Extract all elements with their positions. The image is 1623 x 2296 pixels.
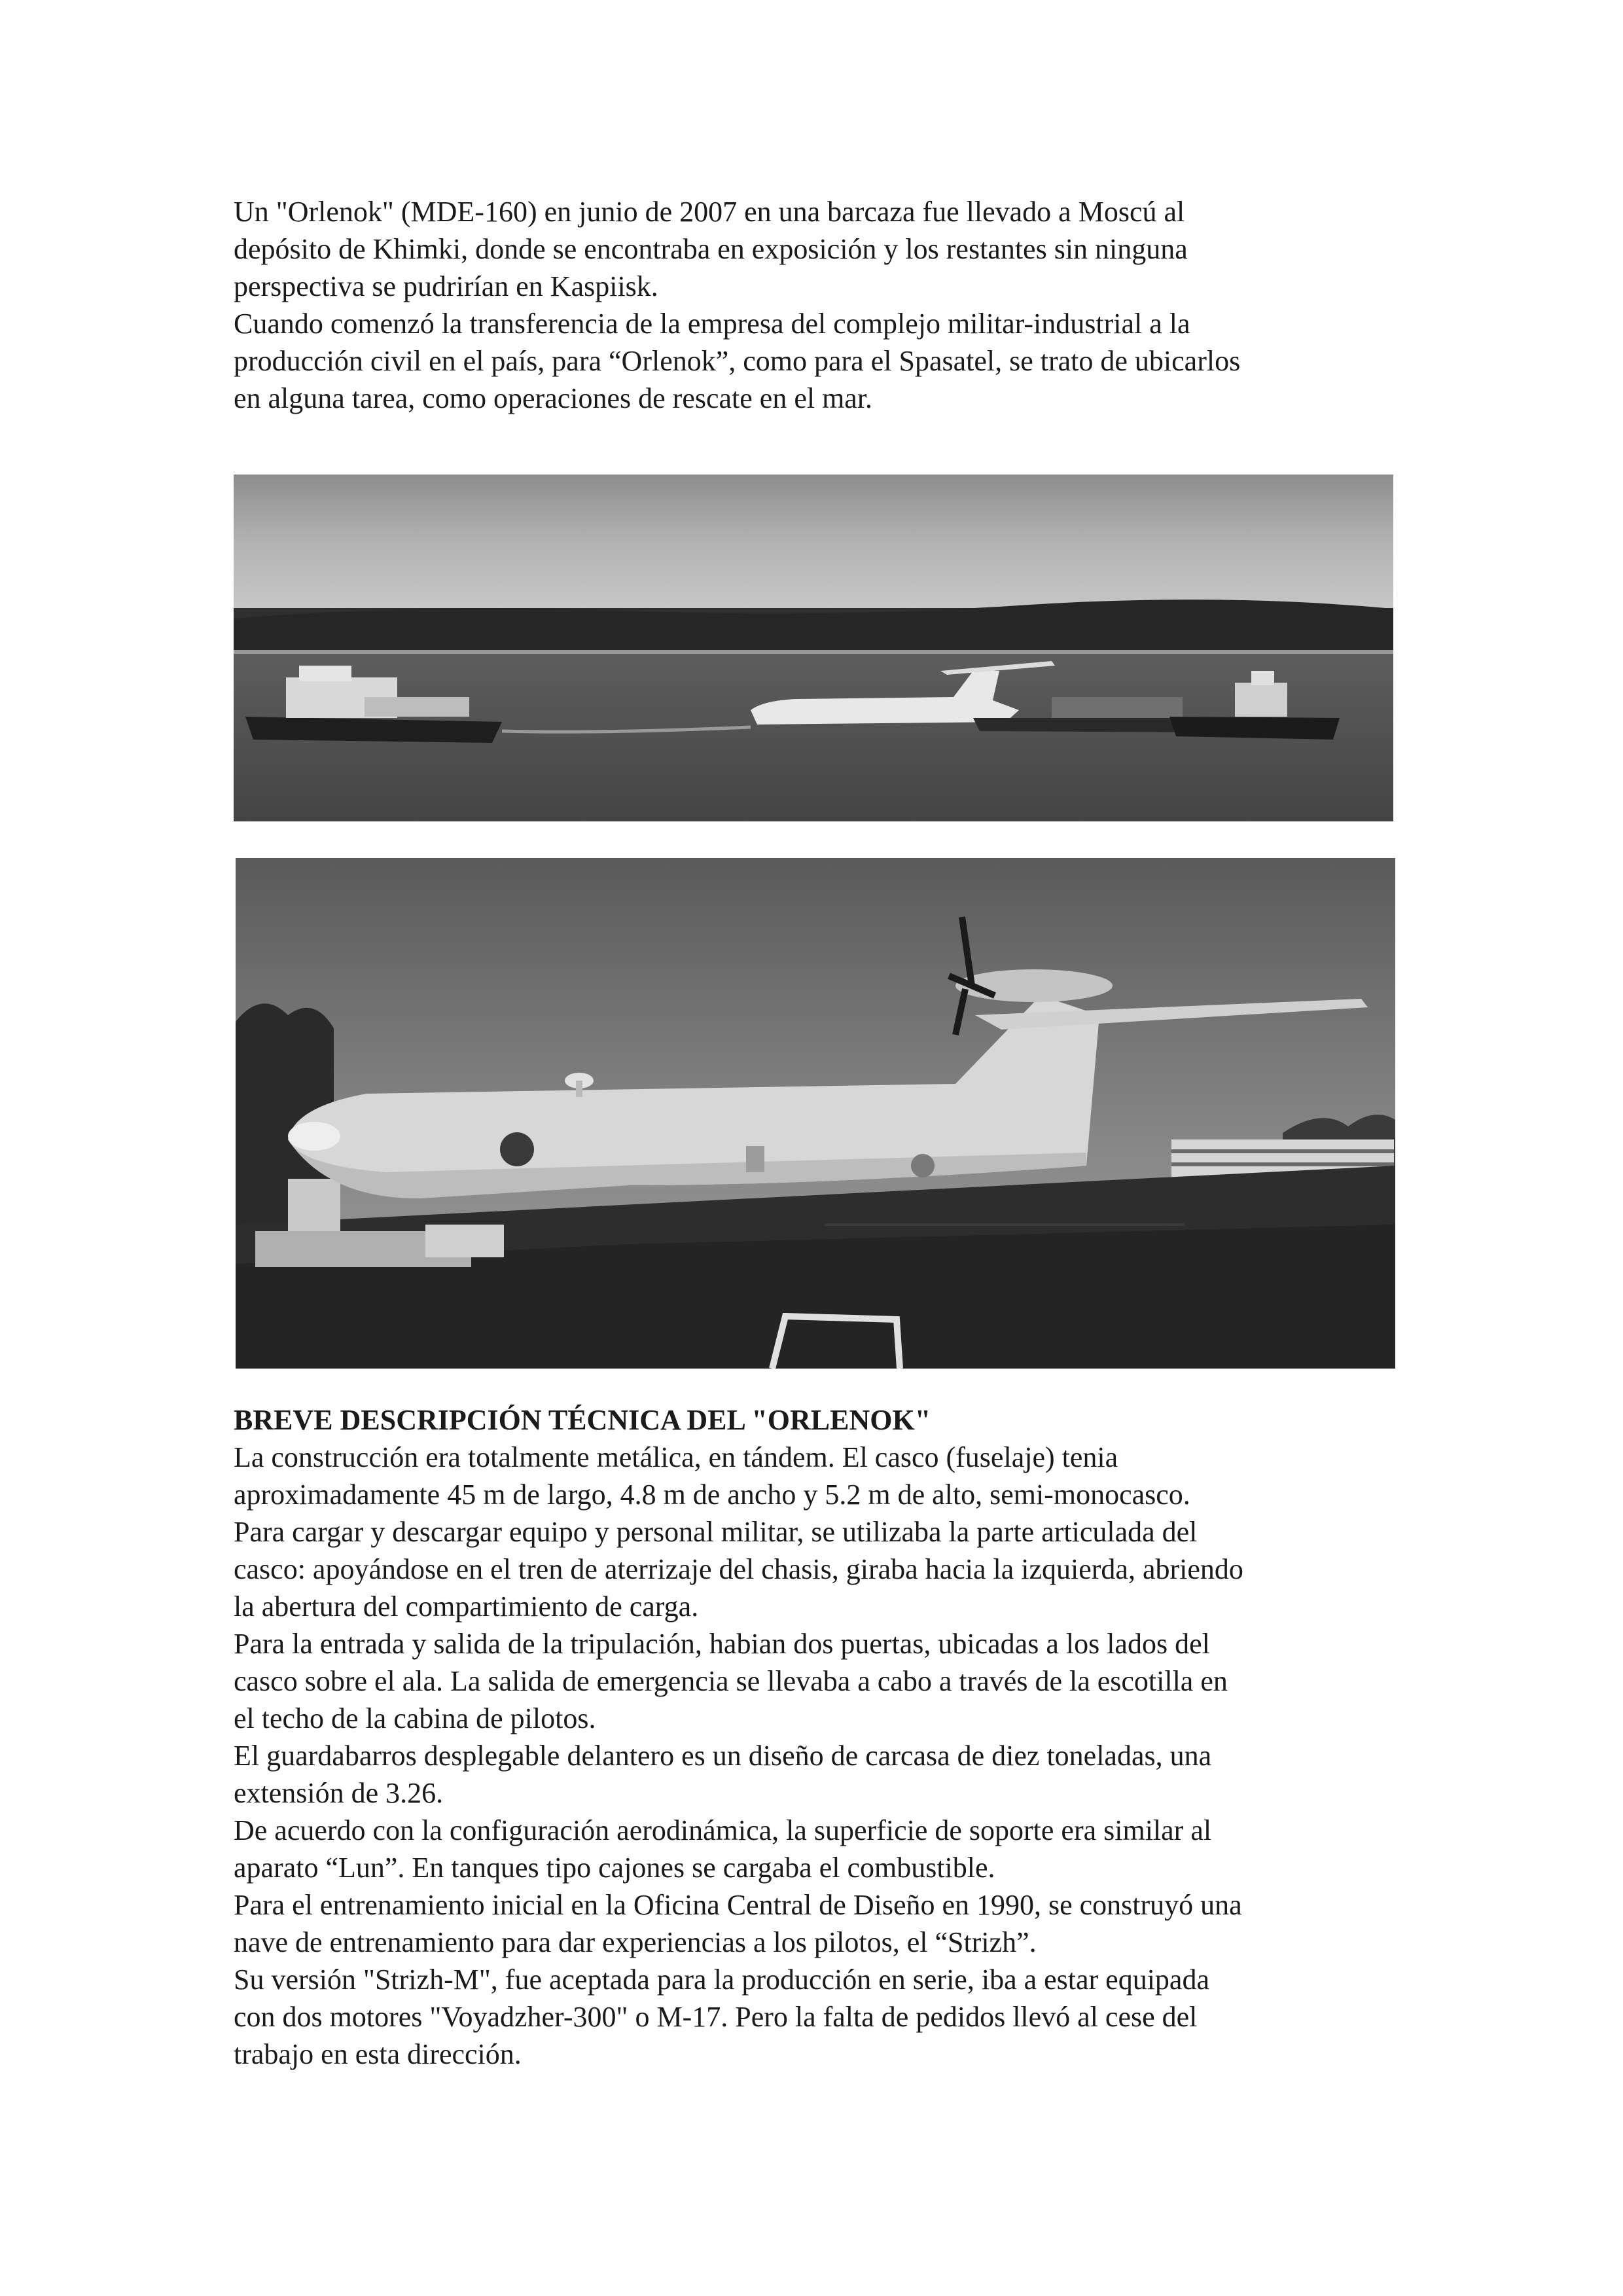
text-line: casco: apoyándose en el tren de aterrizaje del chasis, giraba hacia la izquierda, abriendo: [234, 1553, 1243, 1585]
document-page: [234, 193, 1399, 2073]
text-line: De acuerdo con la configuración aerodinámica, la superficie de soporte era similar al: [234, 1814, 1212, 1846]
text-line: la abertura del compartimiento de carga.: [234, 1590, 699, 1623]
text-line: aproximadamente 45 m de largo, 4.8 m de ancho y 5.2 m de alto, semi-monocasco.: [234, 1479, 1190, 1511]
text-line: nave de entrenamiento para dar experiencias a los pilotos, el “Strizh”.: [234, 1926, 1037, 1958]
text-line: depósito de Khimki, donde se encontraba en exposición y los restantes sin ninguna: [234, 233, 1188, 265]
exhibit-photo: [236, 858, 1395, 1369]
intro-paragraph: [234, 193, 1399, 417]
text-line: Un "Orlenok" (MDE-160) en junio de 2007 en una barcaza fue llevado a Moscú al: [234, 196, 1185, 228]
barge-photo: [234, 475, 1393, 821]
text-line: aparato “Lun”. En tanques tipo cajones se cargaba el combustible.: [234, 1852, 995, 1884]
text-line: trabajo en esta dirección.: [234, 2038, 522, 2070]
text-line: Para la entrada y salida de la tripulación, habian dos puertas, ubicadas a los lados del: [234, 1628, 1210, 1660]
text-line: perspectiva se pudrirían en Kaspiisk.: [234, 270, 658, 302]
text-line: Para cargar y descargar equipo y personal militar, se utilizaba la parte articulada del: [234, 1516, 1198, 1548]
text-line: Cuando comenzó la transferencia de la empresa del complejo militar-industrial a la: [234, 308, 1190, 340]
text-line: con dos motores "Voyadzher-300" o M-17. Pero la falta de pedidos llevó al cese del: [234, 2001, 1198, 2033]
text-line: Para el entrenamiento inicial en la Oficina Central de Diseño en 1990, se construyó una: [234, 1889, 1242, 1921]
text-line: extensión de 3.26.: [234, 1777, 444, 1809]
text-line: en alguna tarea, como operaciones de rescate en el mar.: [234, 382, 873, 414]
section-heading: BREVE DESCRIPCIÓN TÉCNICA DEL "ORLENOK": [234, 1404, 931, 1436]
text-line: producción civil en el país, para “Orlenok”, como para el Spasatel, se trato de ubicarlos: [234, 345, 1241, 377]
technical-description: [234, 1439, 1399, 2073]
text-line: casco sobre el ala. La salida de emergencia se llevaba a cabo a través de la escotilla en: [234, 1665, 1228, 1697]
text-line: El guardabarros desplegable delantero es un diseño de carcasa de diez toneladas, una: [234, 1740, 1212, 1772]
text-line: el techo de la cabina de pilotos.: [234, 1702, 596, 1734]
text-line: Su versión "Strizh-M", fue aceptada para la producción en serie, iba a estar equipada: [234, 1964, 1209, 1996]
text-line: La construcción era totalmente metálica, en tándem. El casco (fuselaje) tenia: [234, 1441, 1118, 1473]
